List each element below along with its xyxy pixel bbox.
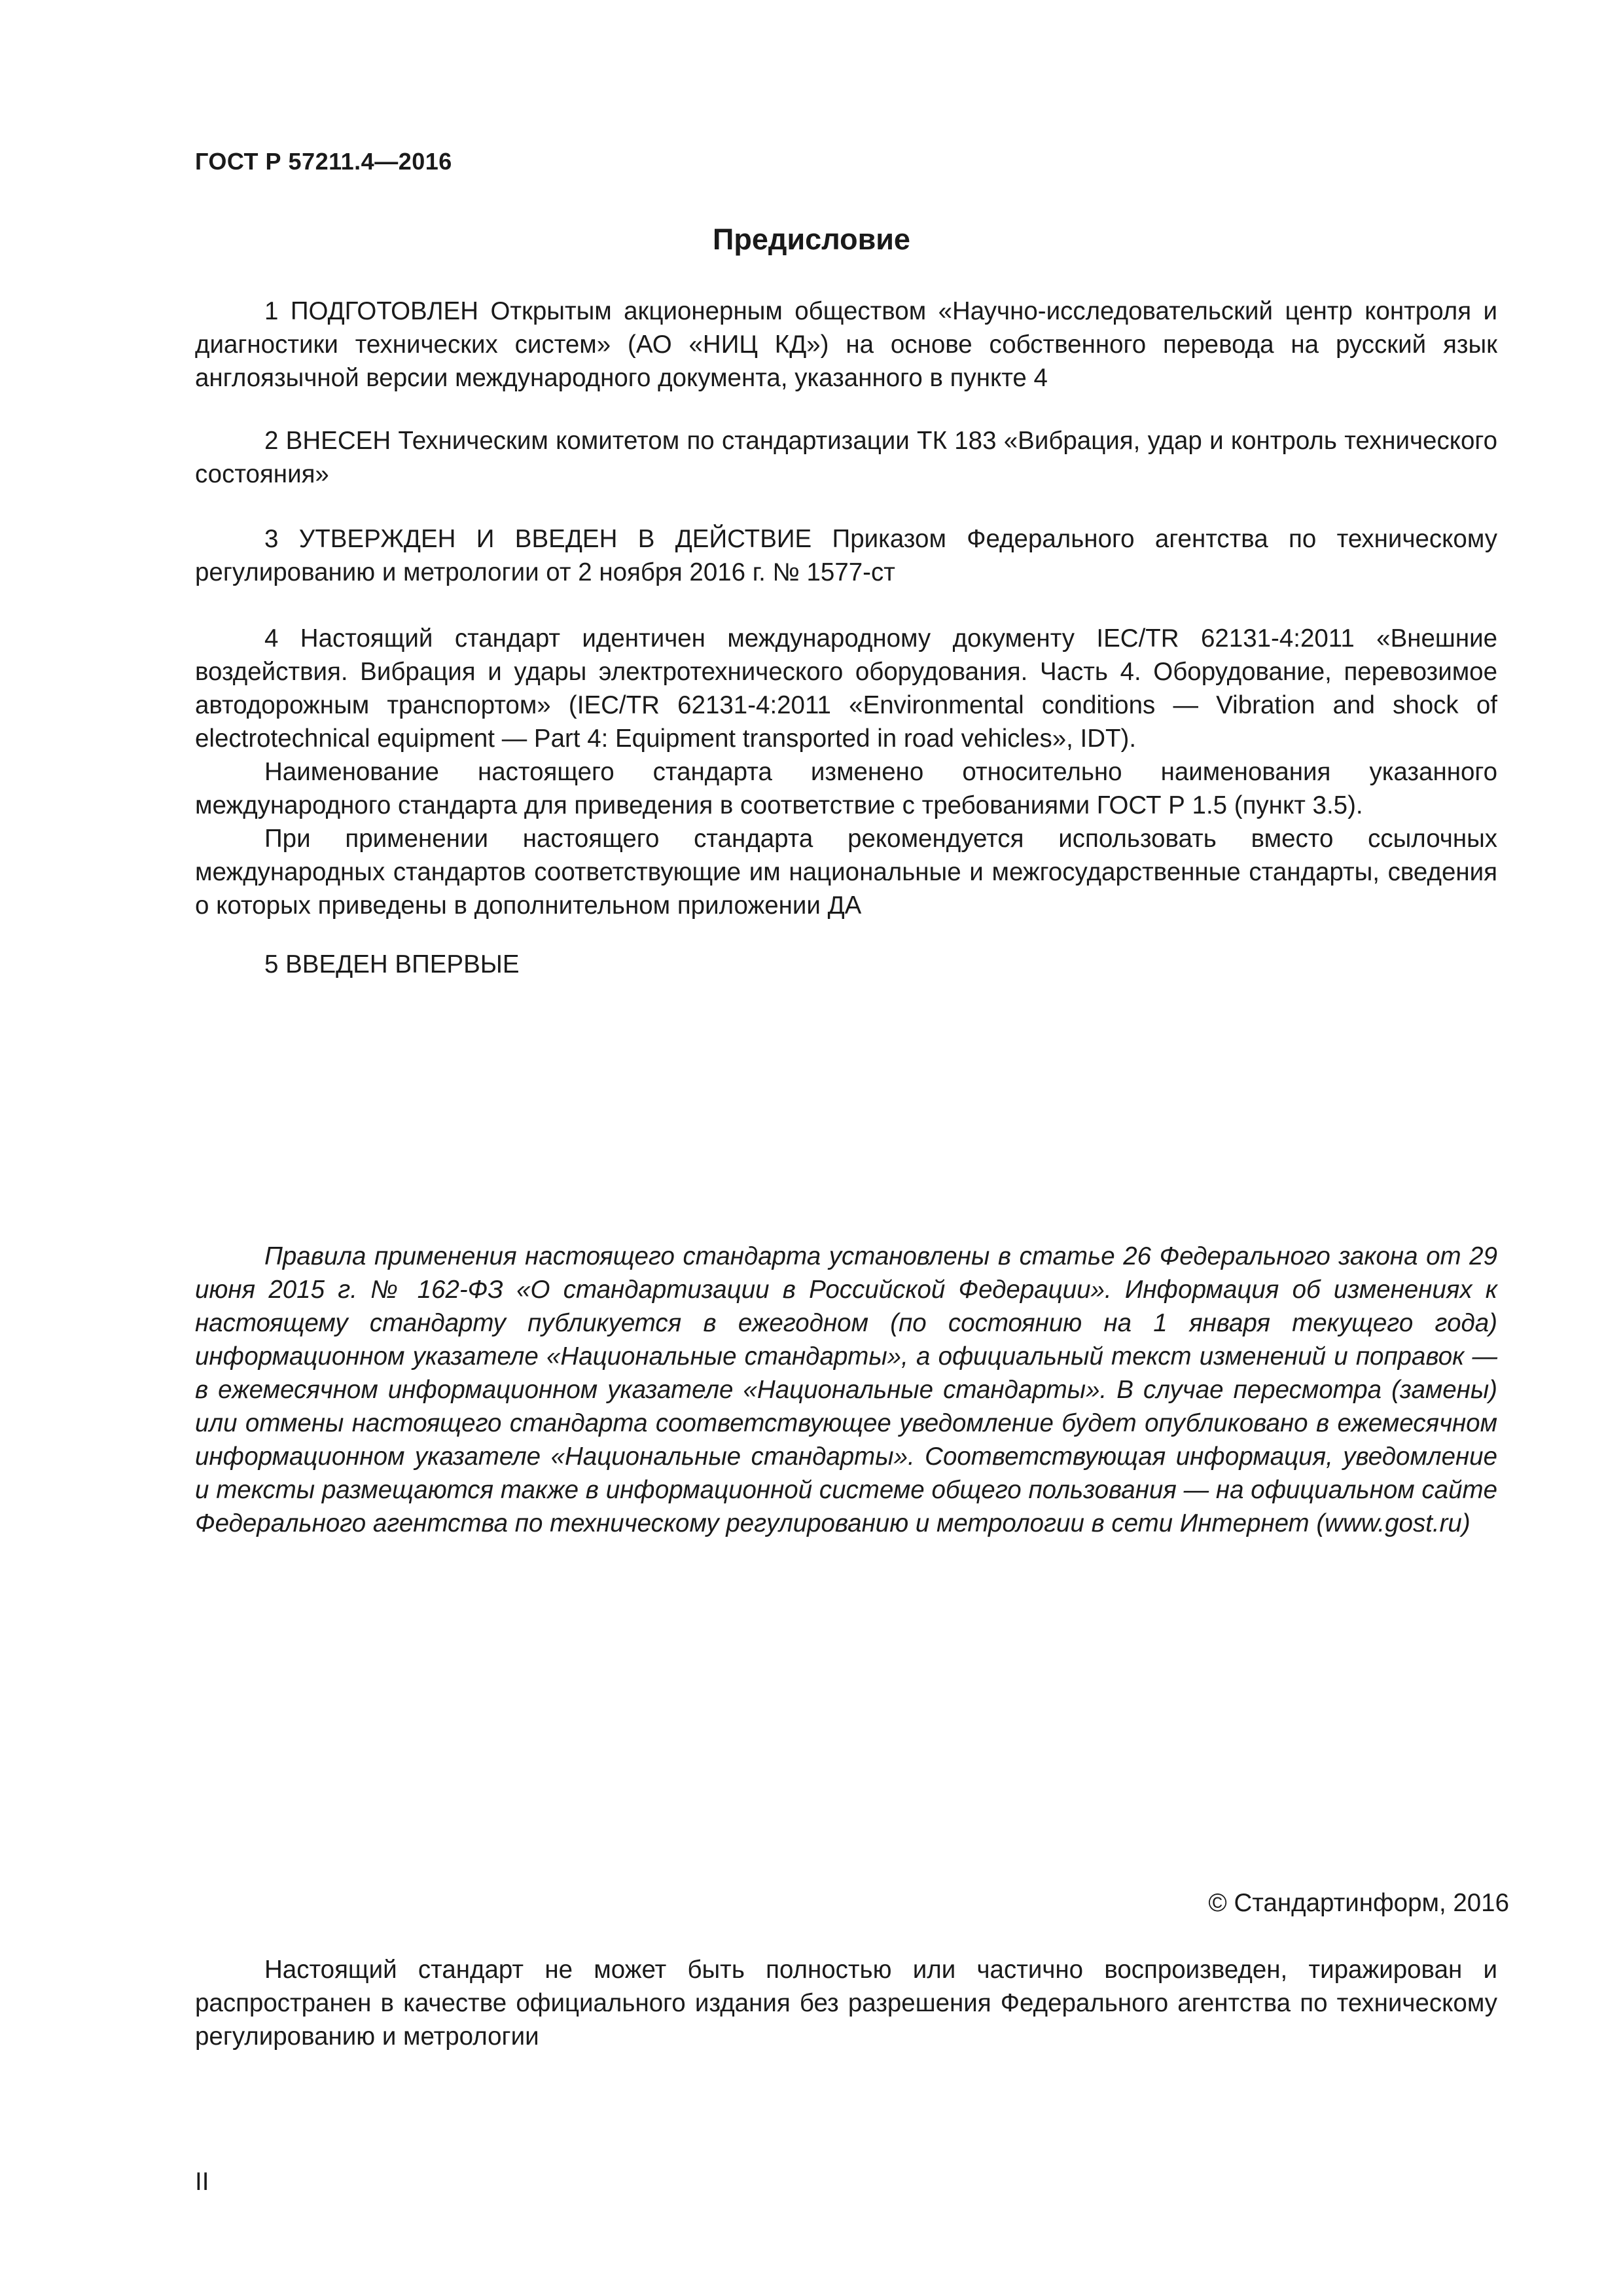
foreword-item-3 — [195, 522, 1497, 589]
foreword-item-5 — [195, 948, 1497, 981]
copyright-line: © Стандартинформ, 2016 — [1208, 1889, 1509, 1917]
reproduction-notice — [195, 1953, 1497, 2053]
foreword-item-5-text: 5 ВВЕДЕН ВПЕРВЫЕ — [264, 950, 520, 978]
foreword-item-4 — [195, 622, 1497, 922]
foreword-item-2 — [195, 424, 1497, 491]
foreword-item-1-text: 1 ПОДГОТОВЛЕН Открытым акционерным обществом «Научно-исследовательский центр контроля и диагностики технических систем» (АО «НИЦ КД») на основе собственного перевода на русский язык англоязычной версии международного документа, указанного в пункте 4 — [195, 297, 1497, 392]
foreword-item-4-text: 4 Настоящий стандарт идентичен международному документу IEC/TR 62131-4:2011 «Внешние воздействия. Вибрация и удары электротехнического оборудования. Часть 4. Оборудование, перевозимое автодорожным транспортом» (IEC/TR 62131-4:2011 «Environmental conditions — Vibration and shock of electrotechnical equipment — Part 4: Equipment transported in road vehicles», IDT). — [195, 624, 1497, 753]
page-title: Предисловие — [713, 223, 910, 256]
page-number: II — [195, 2168, 209, 2196]
foreword-item-4-name-note: Наименование настоящего стандарта изменено относительно наименования указанного международного стандарта для приведения в соответствие с требованиями ГОСТ Р 1.5 (пункт 3.5). — [195, 758, 1497, 819]
document-code: ГОСТ Р 57211.4—2016 — [195, 148, 452, 175]
rules-notice — [195, 1240, 1497, 1540]
reproduction-notice-text: Настоящий стандарт не может быть полностью или частично воспроизведен, тиражирован и распространен в качестве официального издания без разрешения Федерального агентства по техническому регулированию и метрологии — [195, 1956, 1497, 2051]
rules-notice-text: Правила применения настоящего стандарта установлены в статье 26 Федерального закона от 29 июня 2015 г. № 162-ФЗ «О стандартизации в Российской Федерации». Информация об изменениях к настоящему стандарту публикуется в ежегодном (по состоянию на 1 января текущего года) информационном указателе «Национальные стандарты», а официальный текст изменений и поправок — в ежемесячном информационном указателе «Национальные стандарты». В случае пересмотра (замены) или отмены настоящего стандарта соответствующее уведомление будет опубликовано в ежемесячном информационном указателе «Национальные стандарты». Соответствующая информация, уведомление и тексты размещаются также в информационной системе общего пользования — на официальном сайте Федерального агентства по техническому регулированию и метрологии в сети Интернет (www.gost.ru) — [195, 1242, 1497, 1537]
foreword-item-3-text: 3 УТВЕРЖДЕН И ВВЕДЕН В ДЕЙСТВИЕ Приказом Федерального агентства по техническому регулированию и метрологии от 2 ноября 2016 г. № 1577-ст — [195, 525, 1497, 586]
foreword-item-1 — [195, 295, 1497, 395]
foreword-item-2-text: 2 ВНЕСЕН Техническим комитетом по стандартизации ТК 183 «Вибрация, удар и контроль технического состояния» — [195, 427, 1497, 488]
foreword-item-4-refs-note: При применении настоящего стандарта рекомендуется использовать вместо ссылочных международных стандартов соответствующие им национальные и межгосударственные стандарты, сведения о которых приведены в дополнительном приложении ДА — [195, 825, 1497, 920]
